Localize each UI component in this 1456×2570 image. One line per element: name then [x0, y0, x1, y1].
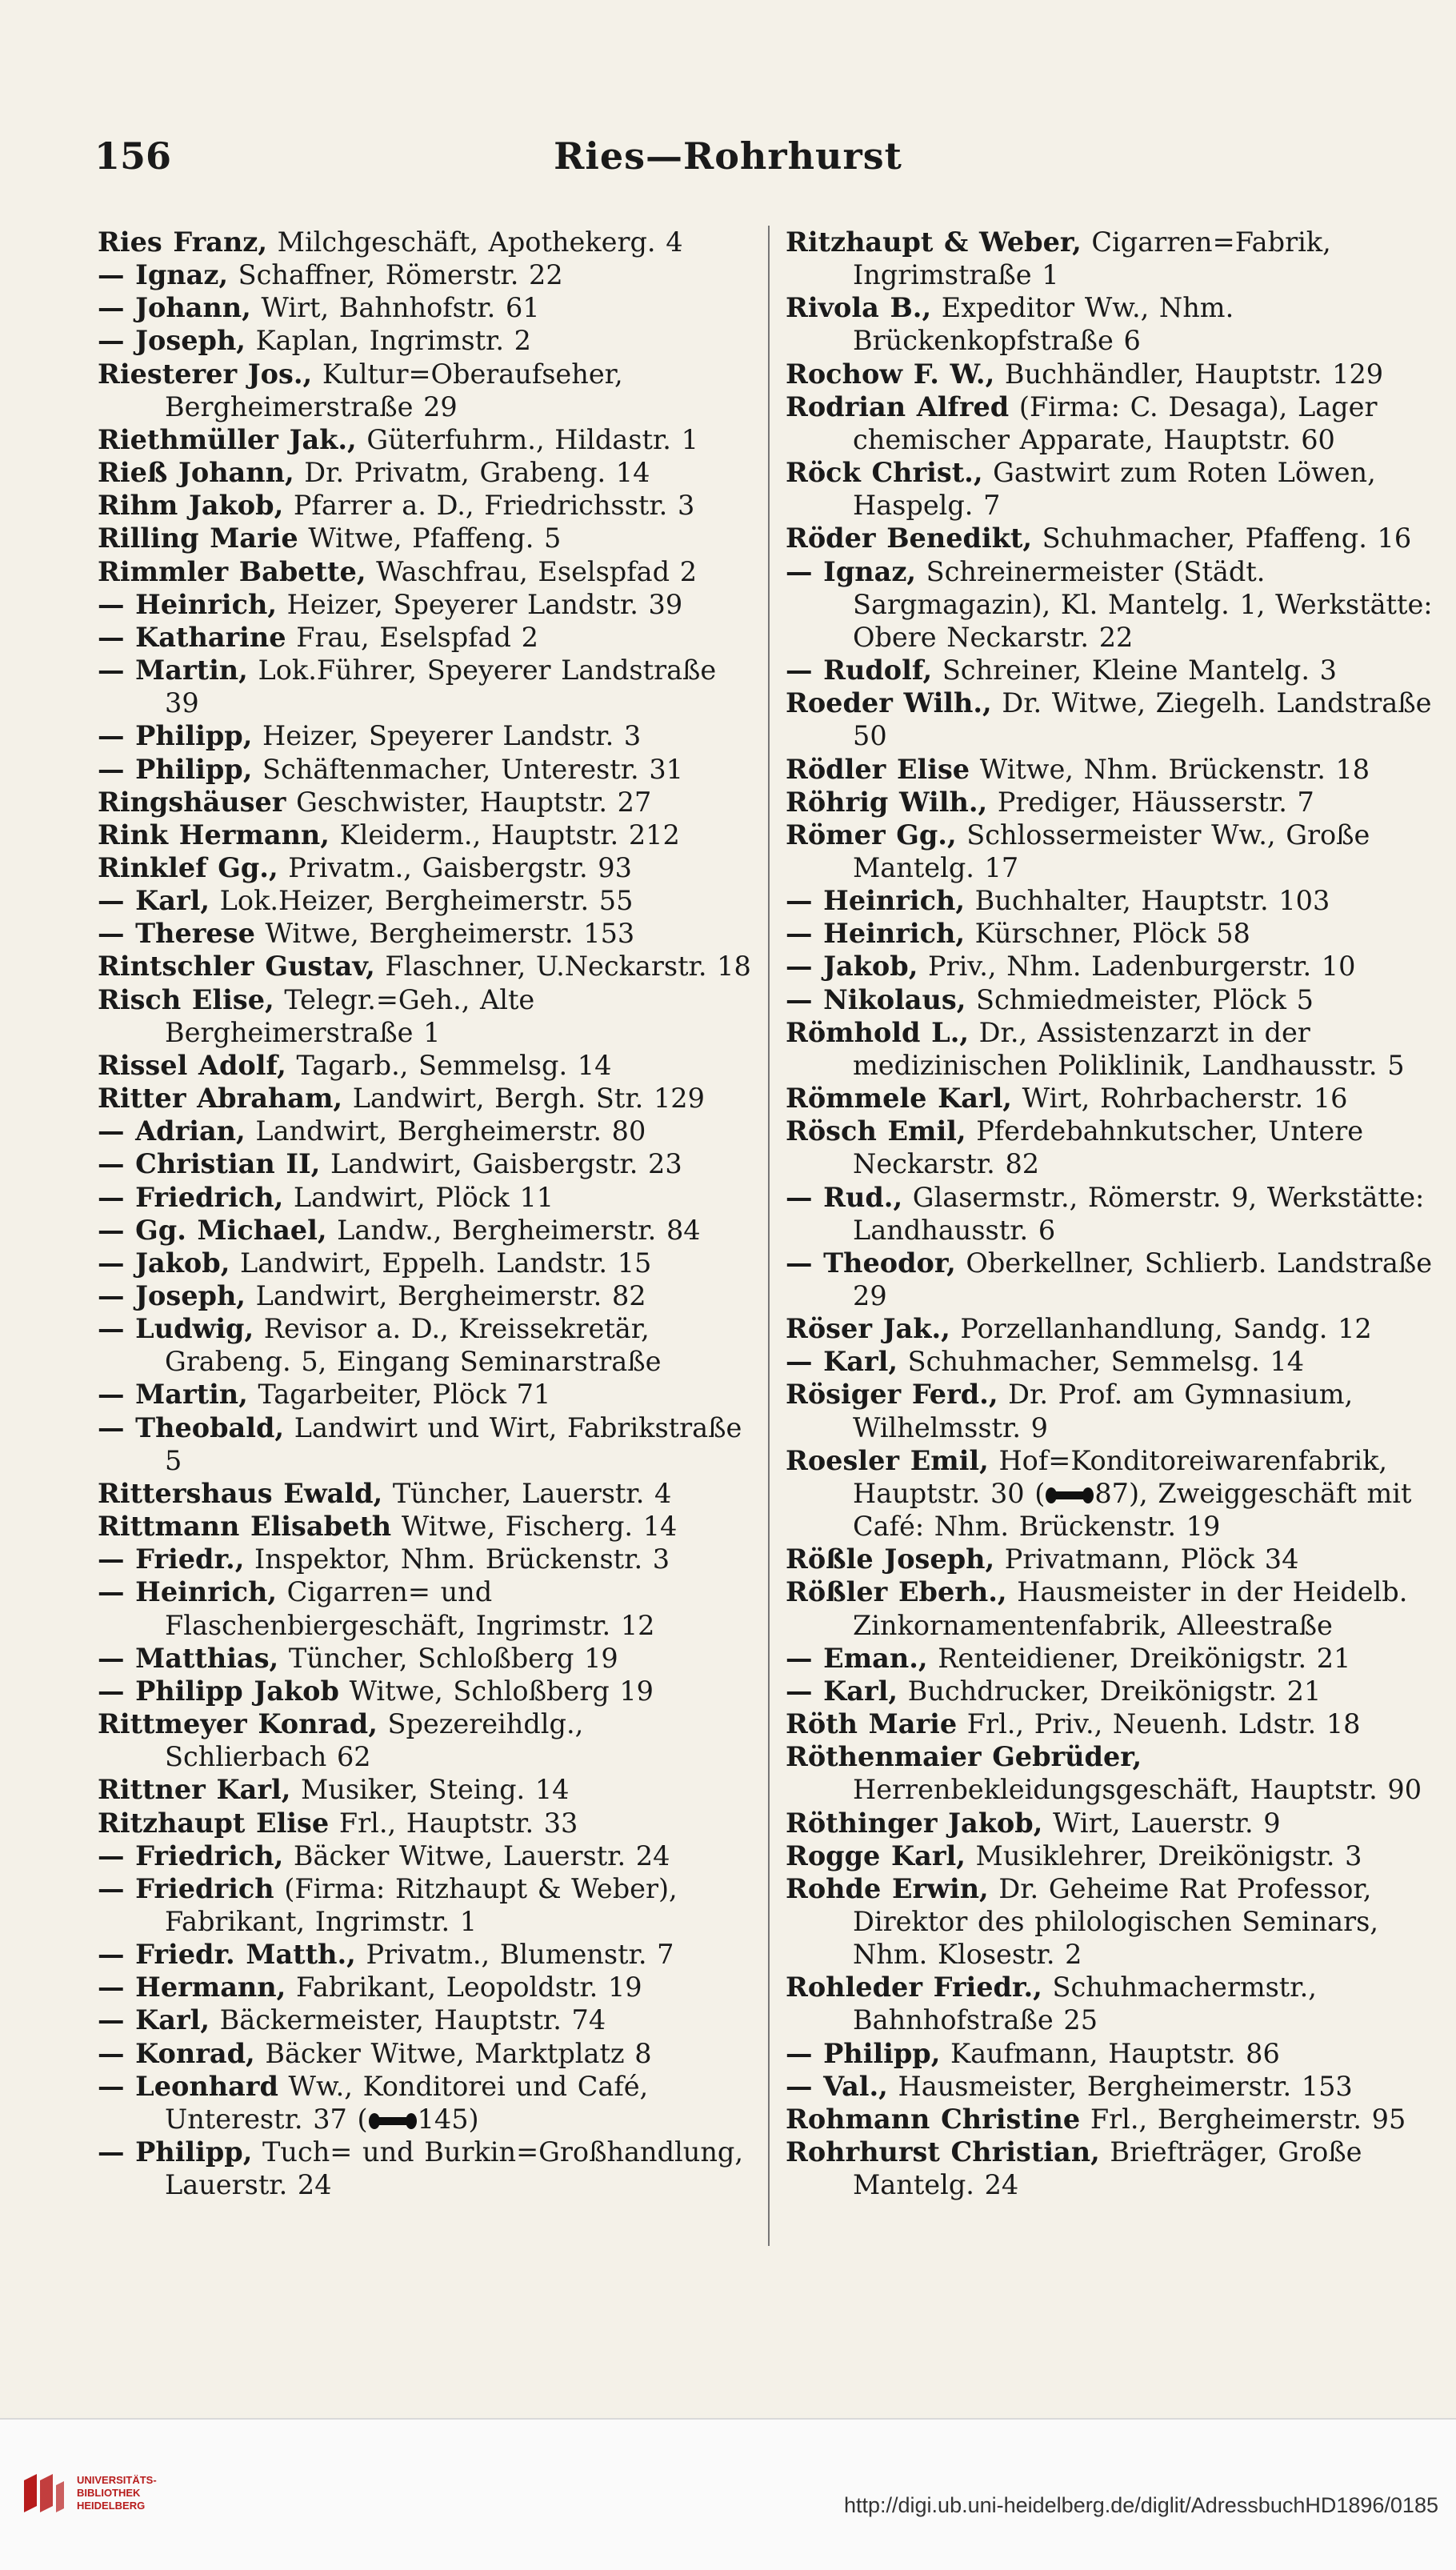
- entry-name: — Eman.,: [786, 1642, 928, 1674]
- entry-details: Pfarrer a. D., Friedrichsstr. 3: [283, 490, 695, 522]
- entry-name: — Friedrich,: [98, 1839, 284, 1871]
- entry-details: Witwe, Bergheimerstr. 153: [254, 918, 635, 950]
- entry-details: Dr. Geheime Rat Professor, Direktor des philologischen Seminars, Nhm. Klosestr. 2: [853, 1872, 1379, 1971]
- directory-entry: [786, 390, 1434, 456]
- entry-name: — Philipp,: [98, 2136, 253, 2168]
- directory-entry: [98, 358, 755, 423]
- entry-name: — Heinrich,: [786, 885, 966, 917]
- library-logo-icon[interactable]: [18, 2468, 69, 2522]
- directory-entry: [98, 1543, 755, 1575]
- entry-details: Hausmeister in der Heidelb. Zinkornamentenfabrik, Alleestraße: [853, 1576, 1408, 1641]
- entry-details: Inspektor, Nhm. Brückenstr. 3: [244, 1543, 670, 1575]
- entry-details: Schreinermeister (Städt. Sargmagazin), Kl. Mantelg. 1, Werkstätte: Obere Neckarstr. 22: [853, 555, 1433, 653]
- entry-name: Rittmeyer Konrad,: [98, 1708, 378, 1740]
- directory-entry: [98, 1049, 755, 1082]
- entry-name: Rösiger Ferd.,: [786, 1379, 998, 1411]
- directory-entry: [786, 1345, 1434, 1378]
- entry-details: Buchhändler, Hauptstr. 129: [994, 358, 1384, 390]
- entry-name: — Ignaz,: [786, 555, 917, 587]
- directory-entry: [98, 522, 755, 554]
- phone-number: 87: [1094, 1477, 1129, 1509]
- entry-name: Ritzhaupt & Weber,: [786, 226, 1082, 258]
- entry-details: Kleiderm., Hauptstr. 212: [329, 819, 680, 851]
- directory-entry: [786, 917, 1434, 950]
- entry-details: Frl., Priv., Neuenh. Ldstr. 18: [957, 1708, 1361, 1740]
- entry-details: Schreiner, Kleine Mantelg. 3: [932, 655, 1337, 687]
- entry-name: Rieß Johann,: [98, 457, 294, 489]
- entry-name: Rodrian Alfred: [786, 390, 1010, 422]
- directory-entry: [786, 884, 1434, 917]
- directory-entry: [786, 2070, 1434, 2103]
- entry-name: Rogge Karl,: [786, 1839, 966, 1871]
- entry-name: Riethmüller Jak.,: [98, 423, 357, 455]
- directory-entry: [98, 555, 755, 588]
- library-name-line: UNIVERSITÄTS-: [77, 2474, 157, 2486]
- directory-entry: [786, 1740, 1434, 1806]
- entry-name: — Karl,: [786, 1346, 898, 1378]
- directory-entry: [98, 1707, 755, 1773]
- telephone-icon: [368, 2112, 418, 2130]
- entry-details: Landwirt, Eppelh. Landstr. 15: [230, 1247, 652, 1279]
- directory-entry: [786, 291, 1434, 357]
- entry-details: Porzellanhandlung, Sandg. 12: [950, 1313, 1372, 1345]
- entry-details: Priv., Nhm. Ladenburgerstr. 10: [918, 951, 1356, 983]
- entry-name: — Johann,: [98, 292, 251, 324]
- entry-name: Römmele Karl,: [786, 1083, 1012, 1115]
- entry-details: Musiklehrer, Dreikönigstr. 3: [965, 1839, 1362, 1871]
- entry-details: Musiker, Steing. 14: [290, 1774, 570, 1806]
- entry-name: Röthinger Jakob,: [786, 1807, 1043, 1839]
- entry-details: Kaufmann, Hauptstr. 86: [940, 2037, 1280, 2069]
- entry-name: Ries Franz,: [98, 226, 267, 258]
- library-name: [77, 2474, 157, 2512]
- directory-entry: [98, 851, 755, 884]
- directory-entry: [786, 1675, 1434, 1707]
- entry-details: Bäcker Witwe, Lauerstr. 24: [283, 1839, 670, 1871]
- directory-entry: [98, 1378, 755, 1411]
- directory-entry: [786, 555, 1434, 654]
- directory-entry: [786, 819, 1434, 884]
- entry-name: Rink Hermann,: [98, 819, 330, 851]
- directory-entry: [98, 819, 755, 851]
- entry-details: Schmiedmeister, Plöck 5: [966, 983, 1314, 1015]
- entry-name: — Theobald,: [98, 1411, 285, 1443]
- entry-name: Rittershaus Ewald,: [98, 1477, 383, 1509]
- directory-entry: [98, 456, 755, 489]
- entry-details: Milchgeschäft, Apothekerg. 4: [267, 226, 683, 258]
- entry-details: Flaschner, U.Neckarstr. 18: [374, 951, 751, 983]
- directory-entry: [98, 423, 755, 456]
- entry-details: Hausmeister, Bergheimerstr. 153: [887, 2070, 1353, 2102]
- directory-entry: [98, 1510, 755, 1543]
- directory-entry: [98, 324, 755, 357]
- directory-entry: [98, 1675, 755, 1707]
- entry-name: Rochow F. W.,: [786, 358, 995, 390]
- entry-details: Schuhmacher, Semmelsg. 14: [898, 1346, 1305, 1378]
- directory-entry: [98, 1575, 755, 1641]
- entry-details: Gastwirt zum Roten Löwen, Haspelg. 7: [853, 457, 1376, 522]
- entry-details: Landwirt und Wirt, Fabrikstraße 5: [165, 1411, 742, 1476]
- entry-details: Oberkellner, Schlierb. Landstraße 29: [853, 1247, 1433, 1311]
- directory-entry: [786, 950, 1434, 983]
- directory-entry: [98, 786, 755, 819]
- entry-details: Lok.Heizer, Bergheimerstr. 55: [210, 885, 634, 917]
- entry-name: Rittner Karl,: [98, 1774, 291, 1806]
- entry-details: Dr. Prof. am Gymnasium, Wilhelmsstr. 9: [853, 1379, 1354, 1443]
- entry-details: Schaffner, Römerstr. 22: [228, 259, 563, 291]
- entry-details: Frl., Bergheimerstr. 95: [1080, 2103, 1406, 2135]
- directory-entry: [786, 786, 1434, 819]
- entry-name: Rivola B.,: [786, 292, 932, 324]
- entry-name: — Ignaz,: [98, 259, 229, 291]
- directory-entry: [98, 588, 755, 621]
- directory-entry: [786, 1543, 1434, 1575]
- entry-name: — Philipp,: [98, 753, 253, 785]
- entry-name: — Jakob,: [786, 951, 918, 983]
- directory-entry: [786, 1181, 1434, 1247]
- entry-details: Landwirt, Bergheimerstr. 82: [245, 1280, 646, 1311]
- entry-details: Tuch= und Burkin=Großhandlung, Lauerstr. 24: [165, 2136, 743, 2201]
- entry-details: Privatmann, Plöck 34: [994, 1543, 1299, 1575]
- running-head: Ries—Rohrhurst: [554, 134, 902, 178]
- entry-name: — Karl,: [98, 885, 210, 917]
- entry-details: Witwe, Fischerg. 14: [391, 1511, 678, 1543]
- entry-details: Landw., Bergheimerstr. 84: [326, 1214, 701, 1246]
- entry-name: — Karl,: [786, 1675, 898, 1707]
- directory-entry: [786, 983, 1434, 1016]
- entry-name: — Therese: [98, 918, 255, 950]
- directory-entry: [98, 1247, 755, 1279]
- entry-name: Rissel Adolf,: [98, 1049, 286, 1081]
- page-header: [94, 134, 1362, 182]
- entry-name: — Adrian,: [98, 1115, 246, 1147]
- entry-name: Römhold L.,: [786, 1016, 970, 1048]
- entry-details: Pferdebahnkutscher, Untere Neckarstr. 82: [853, 1115, 1364, 1180]
- entry-details: Prediger, Häusserstr. 7: [987, 786, 1314, 818]
- entry-name: — Matthias,: [98, 1642, 279, 1674]
- entry-name: Rilling Marie: [98, 522, 298, 554]
- entry-details: Landwirt, Bergheimerstr. 80: [245, 1115, 646, 1147]
- directory-entry: [786, 1707, 1434, 1740]
- entry-name: — Heinrich,: [98, 588, 278, 620]
- entry-details: Schlossermeister Ww., Große Mantelg. 17: [853, 819, 1370, 883]
- entry-details: Telegr.=Geh., Alte Bergheimerstraße 1: [165, 983, 535, 1048]
- telephone-icon: [1045, 1487, 1094, 1504]
- entry-name: — Nikolaus,: [786, 983, 966, 1015]
- entry-name: — Rud.,: [786, 1181, 903, 1213]
- directory-entry: [98, 950, 755, 983]
- directory-entry: [786, 1575, 1434, 1641]
- entry-name: — Karl,: [98, 2004, 210, 2036]
- directory-entry: [98, 489, 755, 522]
- library-name-line: BIBLIOTHEK: [77, 2487, 141, 2499]
- directory-entry: [98, 1181, 755, 1214]
- entry-details: Tüncher, Schloßberg 19: [278, 1642, 618, 1674]
- entry-details: Herrenbekleidungsgeschäft, Hauptstr. 90: [853, 1774, 1422, 1806]
- entry-details: Schäftenmacher, Unterestr. 31: [252, 753, 683, 785]
- entry-details: Buchhalter, Hauptstr. 103: [965, 885, 1330, 917]
- entry-name: Riesterer Jos.,: [98, 358, 313, 390]
- entry-name: — Val.,: [786, 2070, 888, 2102]
- directory-entry: [786, 456, 1434, 522]
- directory-entry: [786, 1444, 1434, 1543]
- directory-entry: [786, 226, 1434, 291]
- entry-name: Röck Christ.,: [786, 457, 983, 489]
- entry-details: (Firma: C. Desaga), Lager chemischer Apparate, Hauptstr. 60: [853, 390, 1378, 455]
- entry-name: Roesler Emil,: [786, 1444, 989, 1476]
- entry-name: — Philipp Jakob: [98, 1675, 339, 1707]
- directory-entry: [786, 1082, 1434, 1115]
- entry-name: Röder Benedikt,: [786, 522, 1033, 554]
- entry-name: Rittmann Elisabeth: [98, 1511, 392, 1543]
- directory-entry: [786, 2103, 1434, 2136]
- entry-name: Risch Elise,: [98, 983, 274, 1015]
- right-column: [786, 226, 1434, 2201]
- directory-entry: [786, 1872, 1434, 1971]
- entry-details: Heizer, Speyerer Landstr. 39: [277, 588, 683, 620]
- entry-name: — Katharine: [98, 621, 286, 653]
- entry-details: Dr., Assistenzarzt in der medizinischen Poliklinik, Landhausstr. 5: [853, 1016, 1405, 1081]
- entry-details: Expeditor Ww., Nhm. Brückenkopfstraße 6: [853, 292, 1234, 357]
- entry-details: Waschfrau, Eselspfad 2: [366, 555, 698, 587]
- entry-details: Bäcker Witwe, Marktplatz 8: [254, 2037, 652, 2069]
- entry-name: — Friedrich,: [98, 1181, 284, 1213]
- directory-entry: [98, 2037, 755, 2070]
- directory-entry: [786, 1312, 1434, 1345]
- entry-name: — Jakob,: [98, 1247, 230, 1279]
- entry-name: Rohmann Christine: [786, 2103, 1081, 2135]
- directory-entry: [786, 1839, 1434, 1872]
- entry-details: Bäckermeister, Hauptstr. 74: [210, 2004, 606, 2036]
- entry-name: Röser Jak.,: [786, 1313, 950, 1345]
- entry-details: Privatm., Blumenstr. 7: [355, 1939, 674, 1971]
- directory-entry: [98, 1115, 755, 1147]
- entry-name: Röthenmaier Gebrüder,: [786, 1741, 1142, 1773]
- entry-name: — Joseph,: [98, 325, 246, 357]
- directory-entry: [786, 1115, 1434, 1180]
- entry-name: Rohleder Friedr.,: [786, 1972, 1042, 2004]
- entry-details-continued: ), Zweiggeschäft mit Café: Nhm. Brückenstr. 19: [853, 1477, 1412, 1543]
- entry-details: Frl., Hauptstr. 33: [329, 1807, 578, 1839]
- entry-details: Renteidiener, Dreikönigstr. 21: [927, 1642, 1351, 1674]
- entry-details: Tüncher, Lauerstr. 4: [382, 1477, 672, 1509]
- entry-details: Witwe, Nhm. Brückenstr. 18: [970, 753, 1370, 785]
- directory-entry: [98, 1971, 755, 2004]
- entry-name: — Heinrich,: [786, 918, 966, 950]
- entry-name: Rößler Eberh.,: [786, 1576, 1007, 1608]
- entry-details: Dr. Privatm, Grabeng. 14: [294, 457, 650, 489]
- entry-details: Güterfuhrm., Hildastr. 1: [356, 423, 698, 455]
- directory-entry: [786, 753, 1434, 786]
- directory-entry: [786, 358, 1434, 390]
- entry-details: (Firma: Ritzhaupt & Weber), Fabrikant, Ingrimstr. 1: [165, 1872, 678, 1937]
- directory-entry: [786, 1378, 1434, 1443]
- entry-details: Buchdrucker, Dreikönigstr. 21: [898, 1675, 1322, 1707]
- entry-name: Röhrig Wilh.,: [786, 786, 988, 818]
- directory-entry: [98, 1082, 755, 1115]
- entry-details: Tagarbeiter, Plöck 71: [247, 1379, 551, 1411]
- entry-details: Revisor a. D., Kreissekretär, Grabeng. 5, Eingang Seminarstraße: [165, 1313, 662, 1378]
- library-name-line: HEIDELBERG: [77, 2500, 146, 2512]
- entry-details: Dr. Witwe, Ziegelh. Landstraße 50: [853, 687, 1432, 752]
- directory-entry: [98, 983, 755, 1049]
- directory-entry: [98, 2070, 755, 2136]
- left-column: [98, 226, 755, 2201]
- entry-name: Ritzhaupt Elise: [98, 1807, 330, 1839]
- directory-entry: [98, 654, 755, 719]
- entry-details: Geschwister, Hauptstr. 27: [286, 786, 652, 818]
- directory-entry: [786, 1807, 1434, 1839]
- entry-details: Schuhmachermstr., Bahnhofstraße 25: [853, 1972, 1317, 2036]
- directory-entry: [98, 226, 755, 258]
- entry-name: — Martin,: [98, 1379, 248, 1411]
- entry-name: — Gg. Michael,: [98, 1214, 327, 1246]
- entry-name: Rihm Jakob,: [98, 490, 284, 522]
- directory-entry: [786, 2136, 1434, 2201]
- directory-entry: [786, 2037, 1434, 2070]
- page-number: 156: [94, 134, 172, 178]
- entry-details: Wirt, Rohrbacherstr. 16: [1011, 1083, 1348, 1115]
- entry-name: — Leonhard: [98, 2070, 278, 2102]
- directory-entry: [98, 258, 755, 291]
- entry-details: Briefträger, Große Mantelg. 24: [853, 2136, 1362, 2201]
- directory-entry: [786, 1247, 1434, 1312]
- directory-entry: [98, 2136, 755, 2201]
- entry-details: Ww., Konditorei und Café, Unterestr. 37 (: [165, 2070, 649, 2135]
- entry-name: Rößle Joseph,: [786, 1543, 995, 1575]
- entry-details: Kürschner, Plöck 58: [965, 918, 1250, 950]
- entry-name: Ringshäuser: [98, 786, 286, 818]
- entry-details: Landwirt, Gaisbergstr. 23: [320, 1148, 682, 1180]
- entry-name: — Joseph,: [98, 1280, 246, 1311]
- entry-name: Rohde Erwin,: [786, 1872, 989, 1904]
- directory-entry: [786, 1016, 1434, 1082]
- directory-entry: [98, 1938, 755, 1971]
- entry-name: — Philipp,: [786, 2037, 941, 2069]
- directory-entry: [98, 1872, 755, 1938]
- entry-name: Rohrhurst Christian,: [786, 2136, 1100, 2168]
- directory-entry: [98, 1411, 755, 1477]
- entry-details: Wirt, Lauerstr. 9: [1042, 1807, 1281, 1839]
- entry-name: Rintschler Gustav,: [98, 951, 375, 983]
- directory-entry: [98, 1477, 755, 1510]
- directory-entry: [786, 1642, 1434, 1675]
- entry-details: Schuhmacher, Pfaffeng. 16: [1032, 522, 1412, 554]
- phone-number: 145: [417, 2103, 469, 2135]
- entry-name: — Friedr.,: [98, 1543, 245, 1575]
- entry-details-continued: ): [468, 2103, 479, 2135]
- entry-name: — Philipp,: [98, 720, 253, 752]
- entry-details: Cigarren=Fabrik, Ingrimstraße 1: [853, 226, 1331, 291]
- entry-name: — Theodor,: [786, 1247, 956, 1279]
- entry-name: Röth Marie: [786, 1708, 958, 1740]
- entry-details: Glasermstr., Römerstr. 9, Werkstätte: Landhausstr. 6: [853, 1181, 1425, 1246]
- entry-name: — Martin,: [98, 655, 248, 687]
- directory-entry: [98, 621, 755, 654]
- entry-details: Hof=Konditoreiwarenfabrik, Hauptstr. 30 (: [853, 1444, 1388, 1509]
- directory-entry: [98, 1147, 755, 1180]
- directory-entry: [98, 1642, 755, 1675]
- entry-details: Witwe, Schloßberg 19: [338, 1675, 654, 1707]
- entry-name: Römer Gg.,: [786, 819, 957, 851]
- entry-details: Heizer, Speyerer Landstr. 3: [252, 720, 642, 752]
- directory-entry: [98, 1807, 755, 1839]
- entry-name: Ritter Abraham,: [98, 1083, 343, 1115]
- entry-name: — Heinrich,: [98, 1576, 278, 1608]
- entry-name: — Hermann,: [98, 1972, 286, 2004]
- entry-details: Kultur=Oberaufseher, Bergheimerstraße 29: [165, 358, 623, 422]
- entry-details: Frau, Eselspfad 2: [286, 621, 538, 653]
- entry-name: — Christian II,: [98, 1148, 321, 1180]
- entry-details: Fabrikant, Leopoldstr. 19: [286, 1972, 642, 2004]
- entry-details: Landwirt, Plöck 11: [283, 1181, 554, 1213]
- directory-entry: [98, 753, 755, 786]
- directory-entry: [98, 719, 755, 752]
- entry-name: — Friedr. Matth.,: [98, 1939, 356, 1971]
- directory-entry: [98, 1312, 755, 1378]
- directory-entry: [98, 2004, 755, 2036]
- directory-entry: [786, 687, 1434, 752]
- entry-name: — Friedrich: [98, 1872, 274, 1904]
- entry-name: — Ludwig,: [98, 1313, 254, 1345]
- permalink-url[interactable]: http://digi.ub.uni-heidelberg.de/diglit/AdressbuchHD1896/0185: [843, 2493, 1438, 2517]
- entry-name: Rödler Elise: [786, 753, 970, 785]
- footer-bar: [0, 2418, 1456, 2570]
- entry-name: — Rudolf,: [786, 655, 933, 687]
- entry-details: Spezereihdlg., Schlierbach 62: [165, 1708, 584, 1773]
- entry-name: Rösch Emil,: [786, 1115, 966, 1147]
- entry-name: Rimmler Babette,: [98, 555, 366, 587]
- directory-entry: [98, 291, 755, 324]
- directory-entry: [98, 1214, 755, 1247]
- entry-name: — Konrad,: [98, 2037, 255, 2069]
- entry-details: Witwe, Pfaffeng. 5: [298, 522, 562, 554]
- directory-entry: [98, 1839, 755, 1872]
- directory-entry: [98, 1773, 755, 1806]
- directory-entry: [98, 917, 755, 950]
- entry-details: Tagarb., Semmelsg. 14: [286, 1049, 612, 1081]
- entry-name: Roeder Wilh.,: [786, 687, 992, 719]
- entry-details: Privatm., Gaisbergstr. 93: [278, 851, 632, 883]
- directory-entry: [786, 654, 1434, 687]
- entry-details: Wirt, Bahnhofstr. 61: [250, 292, 540, 324]
- directory-entry: [786, 1971, 1434, 2036]
- entry-details: Kaplan, Ingrimstr. 2: [245, 325, 531, 357]
- entry-name: Rinklef Gg.,: [98, 851, 278, 883]
- entry-details: Lok.Führer, Speyerer Landstraße 39: [165, 655, 717, 719]
- entry-details: Cigarren= und Flaschenbiergeschäft, Ingrimstr. 12: [165, 1576, 655, 1641]
- directory-entry: [98, 1279, 755, 1312]
- directory-entry: [98, 884, 755, 917]
- entry-details: Landwirt, Bergh. Str. 129: [342, 1083, 705, 1115]
- directory-entry: [786, 522, 1434, 554]
- column-divider: [768, 226, 770, 2246]
